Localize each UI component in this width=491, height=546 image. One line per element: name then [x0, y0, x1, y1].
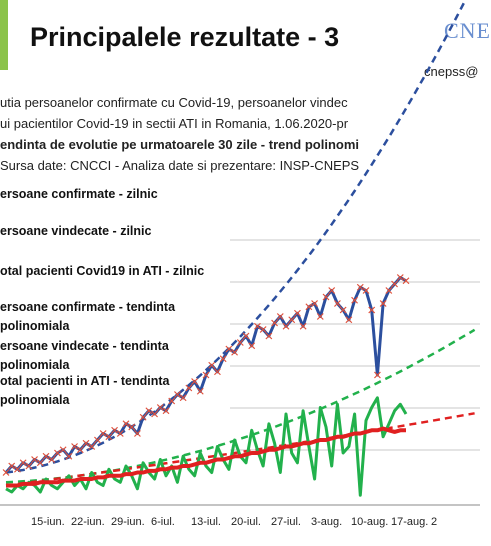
x-tick-label: 10-aug.	[351, 516, 389, 528]
legend-item: otal pacienti in ATI - tendinta polinomiala	[0, 374, 170, 407]
x-tick-label: 29-iun.	[111, 516, 145, 528]
x-tick-label: 27-iul.	[271, 516, 301, 528]
subtitle-line-2: ui pacientilor Covid-19 in sectii ATI in Romania, 1.06.2020-pr	[0, 116, 349, 131]
x-tick-label: 6-iul.	[151, 516, 175, 528]
email-text: cnepss@	[424, 64, 479, 79]
x-tick-label: 22-iun.	[71, 516, 105, 528]
x-tick-label: 13-iul.	[191, 516, 221, 528]
legend-item: ersoane vindecate - tendinta polinomiala	[0, 339, 169, 372]
legend-item: ersoane vindecate - zilnic	[0, 224, 152, 238]
x-tick-label: 20-iul.	[231, 516, 261, 528]
page-title: Principalele rezultate - 3	[30, 22, 340, 52]
trend-icu	[6, 413, 475, 485]
subtitle-line-3: endinta de evolutie pe urmatoarele 30 zile - trend polinomi	[0, 137, 360, 152]
legend-item: ersoane confirmate - zilnic	[0, 187, 158, 201]
x-tick-label: 15-iun.	[31, 516, 65, 528]
subtitle-line-4: Sursa date: CNCCI - Analiza date si prezentare: INSP-CNEPS	[0, 158, 360, 173]
subtitle-line-1: utia persoanelor confirmate cu Covid-19, persoanelor vindec	[0, 95, 348, 110]
x-tick-label: 17-aug.	[391, 516, 429, 528]
x-tick-label: 2	[431, 516, 438, 528]
legend-item: ersoane confirmate - tendinta polinomiala	[0, 300, 176, 333]
logo: CNE	[444, 18, 491, 43]
x-tick-label: 3-aug.	[311, 516, 343, 528]
legend-item: otal pacienti Covid19 in ATI - zilnic	[0, 264, 205, 278]
